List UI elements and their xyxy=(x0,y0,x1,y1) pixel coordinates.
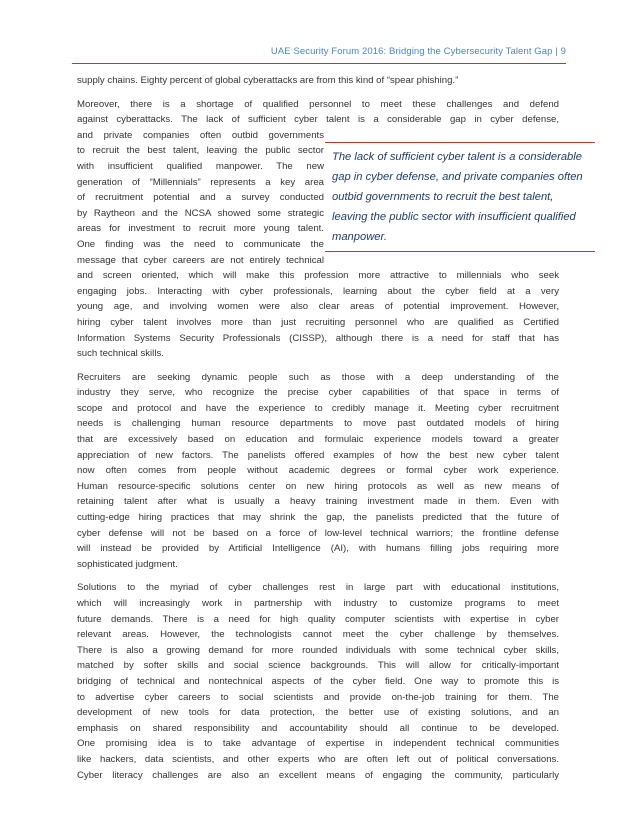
text-line: that are excessively based on education and formulaic experience models toward a greater xyxy=(77,434,559,446)
text-line: young age, and involving women were also clear areas of potential improvement. However, xyxy=(77,301,559,313)
text-line: One promising idea is to take advantage of expertise in independent technical communities xyxy=(77,738,559,750)
pull-quote-line: gap in cyber defense, and private companies often xyxy=(332,171,583,183)
text-line: with insufficient qualified manpower. The new xyxy=(77,160,324,172)
text-line: and private companies often outbid governments xyxy=(77,129,324,141)
text-line: hiring cyber talent involves more than just recruiting personnel who are qualified as Certified xyxy=(77,316,559,328)
text-line: matched by softer skills and social science backgrounds. This will allow for critically-important xyxy=(77,660,559,672)
running-header: UAE Security Forum 2016: Bridging the Cybersecurity Talent Gap | 9 xyxy=(270,46,566,57)
text-line: like hackers, data scientists, and other experts who are often left out of political conversations. xyxy=(77,753,559,765)
text-line: appreciation of new factors. The panelists offered examples of how the best new cyber talent xyxy=(77,449,559,461)
text-line: development of new tools for data protection, the better use of existing solutions, and an xyxy=(77,707,559,719)
text-line: against cyberattacks. The lack of sufficient cyber talent is a considerable gap in cyber defense, xyxy=(77,114,559,126)
text-line: which will increasingly work in partnership with industry to customize programs to meet xyxy=(77,598,559,609)
pull-quote-line: leaving the public sector with insufficient qualified xyxy=(332,211,576,223)
text-line: generation of “Millennials” represents a key area xyxy=(77,176,324,188)
text-line: needs is challenging human resource departments to move past outdated models of hiring xyxy=(77,418,559,430)
text-line: to recruit the best talent, leaving the public sector xyxy=(77,145,324,157)
text-line: bridging of technical and nontechnical aspects of the cyber field. One way to promote this is xyxy=(77,675,559,687)
text-line: retaining talent after what is usually a heavy training investment made in them. Even with xyxy=(77,496,559,508)
text-line: will instead be provided by Artificial Intelligence (AI), with humans filling jobs requiring more xyxy=(77,543,559,555)
paragraph-4 xyxy=(77,580,559,783)
text-line: industry they serve, who recognize the precise cyber capabilities of that space in terms of xyxy=(77,387,559,399)
text-line: scope and protocol and have the experience to credibly manage it. Meeting cyber recruitment xyxy=(77,402,559,414)
paragraph-3 xyxy=(77,370,559,573)
text-line: future demands. There is a need for high quality computer scientists with expertise in cyber xyxy=(77,613,559,625)
text-line: There is also a growing demand for more rounded individuals with some technical cyber skills, xyxy=(77,644,559,656)
text-line: Information Systems Security Professionals (CISSP), although there is a need for staff that has xyxy=(77,332,559,344)
text-line: supply chains. Eighty percent of global cyberattacks are from this kind of “spear phishing.” xyxy=(77,75,459,86)
text-line: of recruitment potential and a survey conducted xyxy=(77,192,324,204)
text-line: relevant areas. However, the technologists cannot meet the cyber challenge by themselves. xyxy=(77,629,559,641)
text-line: emphasis on shared responsibility and accountability should all continue to be developed. xyxy=(77,722,559,734)
text-line: Cyber literacy challenges are also an excellent means of engaging the community, particularly xyxy=(77,769,559,781)
header-divider xyxy=(72,63,566,64)
text-line: Solutions to the myriad of cyber challenges rest in large part with educational institutions, xyxy=(77,582,559,594)
text-line: sophisticated judgment. xyxy=(77,558,178,570)
text-line: Recruiters are seeking dynamic people such as those with a deep understanding of the xyxy=(77,371,559,383)
text-line: One finding was the need to communicate the xyxy=(77,238,324,250)
text-line: Human resource-specific solutions center on new hiring protocols as well as new means of xyxy=(77,480,559,492)
pull-quote-line: manpower. xyxy=(332,231,387,243)
text-line: now often comes from people without academic degrees or formal cyber work experience. xyxy=(77,465,559,477)
text-line: engaging jobs. Interacting with cyber professionals, learning about the cyber field at a very xyxy=(77,285,559,297)
text-line: such technical skills. xyxy=(77,348,164,360)
pull-quote-line: The lack of sufficient cyber talent is a considerable xyxy=(332,151,582,163)
pull-quote xyxy=(325,142,595,252)
text-line: areas for investment to recruit more young talent. xyxy=(77,223,324,235)
text-line: message that cyber careers are not entirely technical xyxy=(77,254,324,266)
text-line: cutting-edge hiring practices that may shrink the gap, the panelists predicted that the future of xyxy=(77,512,559,524)
text-line: Moreover, there is a shortage of qualified personnel to meet these challenges and defend xyxy=(77,98,559,110)
text-line: cyber defense will not be based on a force of low-level technical warriors; the frontline defense xyxy=(77,527,559,539)
text-line: and screen oriented, which will make this profession more attractive to millennials who seek xyxy=(77,270,559,282)
paragraph-1 xyxy=(77,73,559,89)
text-line: to advertise cyber careers to social scientists and provide on-the-job training for them. The xyxy=(77,691,559,703)
text-line: by Raytheon and the NCSA showed some strategic xyxy=(77,207,324,219)
pull-quote-line: outbid governments to recruit the best talent, xyxy=(332,191,554,203)
